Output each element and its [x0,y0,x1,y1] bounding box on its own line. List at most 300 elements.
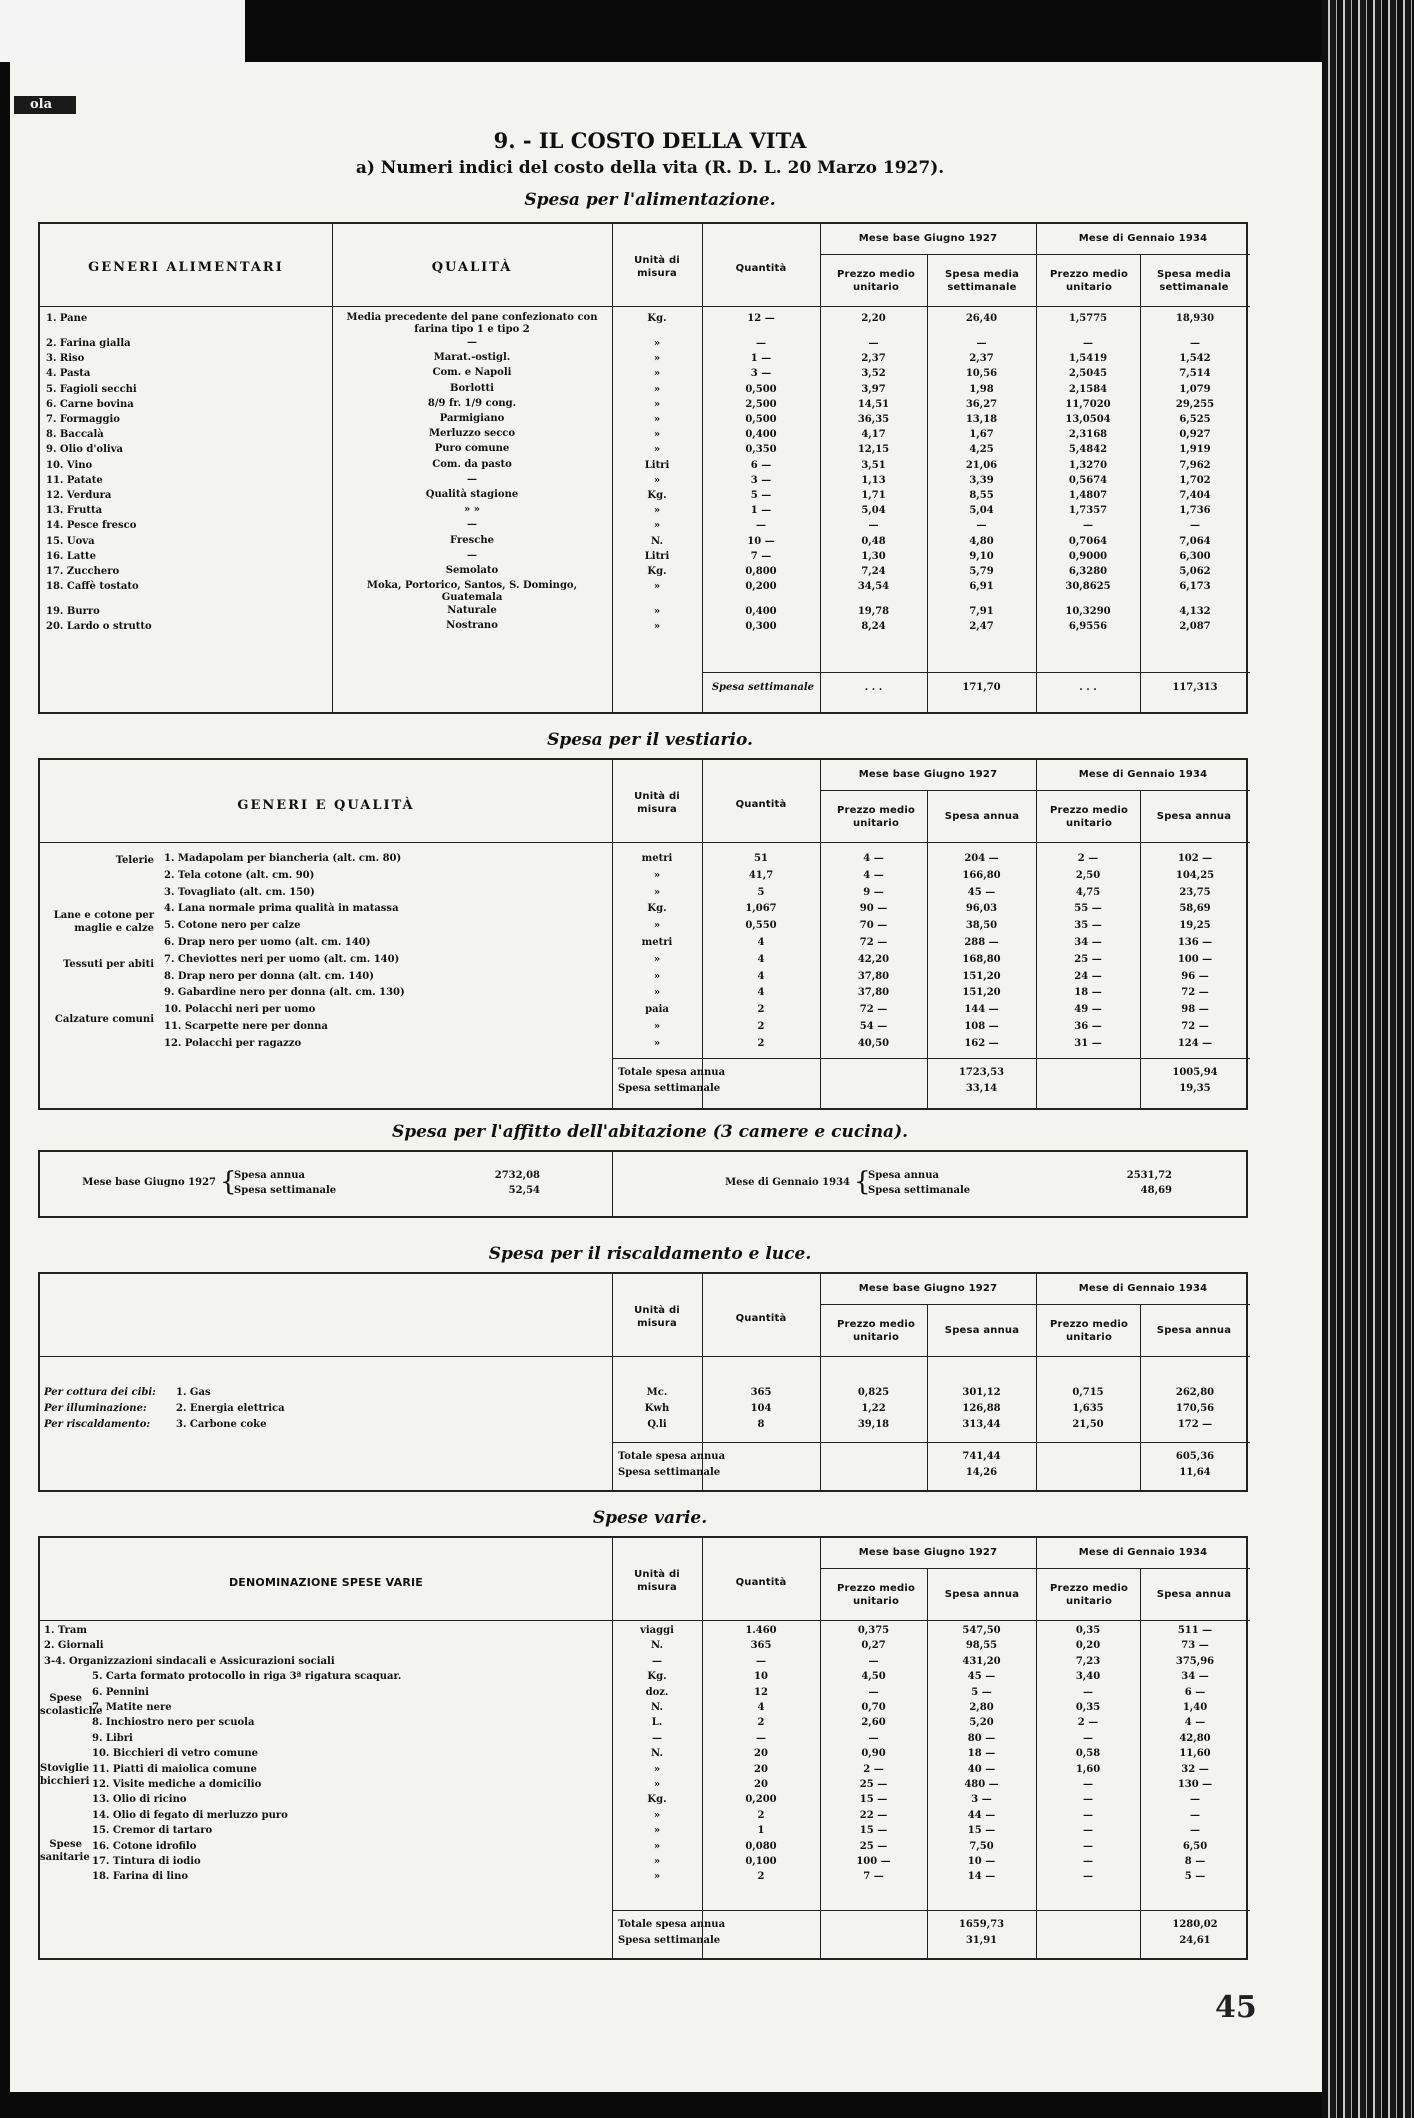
clothing-group-tessuti: Tessuti per abiti [63,959,154,970]
clothing-row-prezzo-1927: 72 — [859,1004,888,1016]
rent-section-title: Spesa per l'affitto dell'abitazione (3 camere e cucina). [391,1122,909,1142]
clothing-row-prezzo-1927: 54 — [859,1021,888,1032]
food-row-spesa-1934: 18,930 [1175,313,1215,324]
food-col-prezzo-1: Prezzo medio unitario [836,269,916,293]
clothing-row-spesa-1934: 98 — [1181,1004,1209,1016]
misc-row-name: 15. Cremor di tartaro [92,1825,213,1837]
food-row-unita: N. [651,535,663,547]
clothing-row-name: 2. Tela cotone (alt. cm. 90) [164,869,315,881]
clothing-row-prezzo-1934: 4,75 [1075,886,1101,898]
heat-col-spesa-2: Spesa annua [1156,1325,1232,1336]
misc-row-quantita: 2 [757,1809,765,1821]
misc-row-name: 5. Carta formato protocollo in riga 3ª rigatura scaquar. [92,1671,402,1683]
misc-row-prezzo-1934: — [1083,1840,1093,1852]
clothing-col-unita: Unità di misura [634,791,680,815]
food-row-prezzo-1927: — [868,520,879,532]
rent-left-label: Mese base Giugno 1927 [82,1177,216,1188]
clothing-row-unita: Kg. [647,903,667,915]
food-row-spesa-1927: 10,56 [965,368,998,380]
misc-row-name: 1. Tram [44,1625,87,1636]
misc-row-prezzo-1934: 7,23 [1075,1655,1101,1667]
food-row-spesa-1927: 1,67 [969,429,994,441]
misc-row-spesa-1934: 4 — [1184,1717,1206,1729]
clothing-col-jan: Mese di Gennaio 1934 [1078,769,1208,780]
heat-row-group: Per illuminazione: [44,1403,147,1414]
misc-row-spesa-1934: 5 — [1184,1871,1206,1883]
misc-row-spesa-1934: — [1190,1825,1200,1837]
food-row-spesa-1927: — [976,338,987,349]
food-row-prezzo-1934: 1,7357 [1068,505,1108,517]
food-row-unita: » [653,338,661,349]
misc-row-prezzo-1934: — [1083,1732,1093,1744]
food-row-unita: Kg. [647,566,667,577]
rent-right-sett: 48,69 [1140,1185,1172,1196]
food-row-spesa-1934: 6,173 [1179,581,1211,593]
rent-left-sett-label: Spesa settimanale [234,1185,337,1196]
food-row-prezzo-1934: — [1083,520,1093,532]
food-row-spesa-1934: 7,962 [1179,459,1211,471]
food-row-unita: » [653,606,661,618]
food-row-spesa-1934: — [1190,520,1200,532]
misc-row-prezzo-1934: 0,35 [1075,1702,1101,1713]
clothing-row-spesa-1927: 162 — [964,1037,999,1049]
clothing-total-1934: 19,35 [1179,1083,1211,1094]
heat-row-spesa-1934: 172 — [1177,1419,1213,1430]
misc-row-unita: Kg. [647,1794,667,1806]
misc-row-unita: » [653,1763,661,1775]
misc-row-quantita: 0,200 [745,1794,777,1806]
food-row-unita: » [653,505,661,517]
food-row-spesa-1927: 4,80 [969,535,994,547]
misc-row-spesa-1927: 98,55 [965,1640,998,1652]
food-row-quantita: 12 — [747,313,775,324]
food-row-spesa-1934: 4,132 [1179,606,1211,618]
food-row-name: 20. Lardo o strutto [46,621,152,633]
food-row-prezzo-1927: 3,97 [861,383,886,395]
food-row-qualita: Naturale [447,605,497,617]
food-row-spesa-1934: 6,525 [1179,414,1211,425]
food-col-base: Mese base Giugno 1927 [858,233,998,244]
heat-row-spesa-1927: 126,88 [962,1403,1001,1414]
clothing-row-prezzo-1934: 31 — [1074,1037,1102,1049]
food-row-spesa-1934: 1,919 [1179,444,1211,456]
clothing-row-name: 8. Drap nero per donna (alt. cm. 140) [164,970,374,982]
food-row-spesa-1934: 1,542 [1179,353,1211,365]
food-col-unita: Unità di misura [634,255,680,279]
clothing-row-spesa-1927: 38,50 [965,920,998,932]
food-row-quantita: 10 — [747,535,775,547]
misc-row-spesa-1934: 130 — [1177,1779,1213,1790]
heat-row-prezzo-1934: 21,50 [1072,1419,1104,1430]
clothing-col-prezzo-2: Prezzo medio unitario [1049,805,1129,829]
clothing-row-quantita: 1,067 [745,903,777,915]
page-title: 9. - IL COSTO DELLA VITA [493,128,807,153]
misc-row-quantita: 20 [754,1763,768,1775]
clothing-row-spesa-1934: 104,25 [1175,869,1215,881]
heat-total-1934: 605,36 [1175,1451,1215,1462]
misc-row-prezzo-1934: — [1083,1825,1093,1837]
misc-row-quantita: 0,080 [745,1840,777,1852]
clothing-row-quantita: 2 [757,1021,765,1032]
misc-row-name: 8. Inchiostro nero per scuola [92,1717,255,1729]
heat-row-quantita: 8 [757,1419,765,1430]
misc-row-prezzo-1934: 2 — [1077,1717,1099,1729]
food-row-name: 7. Formaggio [46,414,120,425]
clothing-row-prezzo-1927: 4 — [863,853,884,864]
food-row-unita: » [653,520,661,532]
food-row-name: 18. Caffè tostato [46,581,139,593]
food-total-p1: . . . [864,682,883,693]
food-row-prezzo-1934: 6,3280 [1068,566,1108,577]
food-row-qualita: Borlotti [450,382,494,394]
food-row-prezzo-1934: 5,4842 [1068,444,1108,456]
food-row-prezzo-1927: 2,37 [861,353,886,365]
misc-row-spesa-1934: — [1190,1809,1200,1821]
food-row-qualita: Nostrano [446,620,498,632]
misc-row-spesa-1927: 10 — [967,1856,996,1867]
misc-row-unita: — [652,1732,662,1744]
misc-row-unita: Kg. [647,1671,667,1683]
misc-row-spesa-1934: 32 — [1181,1763,1209,1775]
food-row-name: 19. Burro [46,606,100,618]
misc-row-prezzo-1927: 0,375 [857,1625,890,1636]
misc-row-spesa-1927: 7,50 [969,1840,994,1852]
rent-left-brace: { [220,1167,237,1197]
food-row-quantita: 0,200 [745,581,777,593]
heat-section-title: Spesa per il riscaldamento e luce. [488,1244,812,1264]
misc-row-unita: » [653,1809,661,1821]
misc-row-spesa-1927: 5,20 [969,1717,994,1729]
heat-col-base: Mese base Giugno 1927 [858,1283,998,1294]
clothing-row-name: 9. Gabardine nero per donna (alt. cm. 130) [164,987,405,999]
food-row-unita: » [653,474,661,486]
misc-row-unita: N. [651,1640,663,1652]
misc-col-base: Mese base Giugno 1927 [858,1547,998,1558]
food-total-p2: . . . [1079,682,1097,693]
misc-row-spesa-1934: 375,96 [1175,1655,1215,1667]
clothing-col-quantita: Quantità [735,799,787,810]
food-col-spesa-1: Spesa media settimanale [944,269,1020,293]
misc-row-name: 13. Olio di ricino [92,1794,187,1806]
misc-col-spesa-1: Spesa annua [944,1589,1020,1600]
clothing-row-unita: » [653,886,661,898]
food-row-prezzo-1927: 14,51 [857,398,890,410]
food-col-jan: Mese di Gennaio 1934 [1078,233,1208,244]
food-row-quantita: 0,300 [745,621,777,633]
food-row-prezzo-1934: 0,9000 [1068,550,1108,562]
clothing-row-quantita: 4 [757,937,765,948]
heat-total-1927: 14,26 [965,1467,998,1478]
misc-row-spesa-1934: 511 — [1177,1625,1213,1636]
heat-row-prezzo-1934: 1,635 [1072,1403,1104,1414]
heat-total-label: Spesa settimanale [618,1467,721,1478]
food-row-spesa-1934: — [1190,338,1200,349]
clothing-row-quantita: 0,550 [745,920,777,932]
page-number: 45 [1215,1990,1257,2025]
clothing-row-name: 11. Scarpette nere per donna [164,1021,328,1032]
food-row-quantita: 7 — [750,550,772,562]
misc-row-prezzo-1927: 2,60 [861,1717,886,1729]
clothing-total-label: Totale spesa annua [618,1067,726,1078]
misc-row-name: 6. Pennini [92,1686,149,1698]
heat-row-quantita: 365 [750,1387,772,1398]
heat-col-unita: Unità di misura [634,1305,680,1329]
misc-row-quantita: 2 [757,1871,765,1883]
food-row-prezzo-1927: 34,54 [857,581,890,593]
misc-row-prezzo-1934: — [1083,1794,1093,1806]
food-row-prezzo-1927: 12,15 [857,444,890,456]
food-row-spesa-1927: 7,91 [969,606,994,618]
misc-total-label: Totale spesa annua [618,1919,726,1930]
misc-row-prezzo-1934: — [1083,1809,1093,1821]
rent-right-annua: 2531,72 [1126,1170,1172,1181]
heat-total-1927: 741,44 [962,1451,1001,1462]
misc-row-unita: N. [651,1748,663,1760]
food-row-unita: Litri [644,459,670,471]
misc-row-prezzo-1927: — [868,1686,879,1698]
clothing-row-name: 4. Lana normale prima qualità in matassa [164,903,399,915]
food-col-quantita: Quantità [735,263,787,274]
misc-row-quantita: 20 [754,1779,768,1790]
food-row-spesa-1934: 1,079 [1179,383,1211,395]
food-row-unita: Kg. [647,313,667,324]
food-row-qualita: — [467,337,477,348]
heat-table [38,1272,1248,1492]
misc-row-spesa-1927: 40 — [967,1763,996,1775]
food-row-quantita: 0,400 [745,429,777,441]
heat-row-prezzo-1927: 39,18 [857,1419,890,1430]
food-row-spesa-1927: 8,55 [969,490,994,501]
food-col-qualita: QUALITÀ [431,260,513,275]
misc-row-quantita: 1 [757,1825,765,1837]
misc-col-unita: Unità di misura [634,1569,680,1593]
misc-row-name: 2. Giornali [44,1640,104,1652]
misc-row-name: 12. Visite mediche a domicilio [92,1779,262,1790]
clothing-section-title: Spesa per il vestiario. [547,730,753,750]
food-row-prezzo-1927: 7,24 [861,566,886,577]
clothing-row-unita: paia [645,1004,669,1016]
misc-row-name: 11. Piatti di maiolica comune [92,1763,257,1775]
clothing-row-prezzo-1934: 35 — [1074,920,1102,932]
misc-row-unita: » [653,1871,661,1883]
clothing-row-prezzo-1927: 70 — [859,920,888,932]
heat-row-name: 3. Carbone coke [176,1419,267,1430]
misc-row-name: 17. Tintura di iodio [92,1856,201,1867]
food-row-qualita: Media precedente del pane confezionato con farina tipo 1 e tipo 2 [346,312,598,335]
food-row-qualita: Puro comune [434,443,510,455]
food-row-name: 5. Fagioli secchi [46,383,137,395]
heat-row-unita: Q.li [647,1419,667,1430]
clothing-total-1927: 33,14 [965,1083,998,1094]
heat-col-prezzo-1: Prezzo medio unitario [836,1319,916,1343]
food-row-prezzo-1934: 1,4807 [1068,490,1108,501]
misc-row-prezzo-1934: 0,20 [1075,1640,1101,1652]
food-row-name: 8. Baccalà [46,429,104,441]
misc-row-unita: » [653,1856,661,1867]
food-row-spesa-1934: 1,736 [1179,505,1211,517]
misc-row-spesa-1927: 15 — [967,1825,996,1837]
clothing-row-prezzo-1927: 40,50 [857,1037,890,1049]
clothing-row-prezzo-1927: 72 — [859,937,888,948]
food-row-spesa-1927: 5,79 [969,566,994,577]
food-row-qualita: Fresche [450,534,494,546]
clothing-row-prezzo-1934: 34 — [1074,937,1102,948]
misc-row-prezzo-1927: 7 — [863,1871,884,1883]
clothing-row-quantita: 4 [757,970,765,982]
heat-row-name: 1. Gas [176,1387,211,1398]
heat-row-group: Per riscaldamento: [44,1419,151,1430]
misc-row-spesa-1927: 431,20 [962,1655,1001,1667]
clothing-col-spesa-1: Spesa annua [944,811,1020,822]
heat-row-group: Per cottura dei cibi: [44,1387,156,1398]
clothing-row-prezzo-1927: 42,20 [857,953,890,965]
food-row-prezzo-1927: 2,20 [861,313,886,324]
food-row-unita: » [653,353,661,365]
misc-row-spesa-1927: 547,50 [962,1625,1001,1636]
clothing-row-prezzo-1934: 49 — [1074,1004,1102,1016]
misc-row-prezzo-1927: 0,27 [861,1640,886,1652]
clothing-row-quantita: 41,7 [748,869,774,881]
rent-right-brace: { [854,1167,871,1197]
misc-row-prezzo-1927: 0,70 [861,1702,886,1713]
misc-row-quantita: 20 [754,1748,768,1760]
heat-row-name: 2. Energia elettrica [176,1403,285,1414]
misc-row-spesa-1927: 2,80 [969,1702,994,1713]
clothing-row-spesa-1934: 100 — [1177,953,1213,965]
food-row-unita: Kg. [647,490,667,501]
food-row-prezzo-1927: 5,04 [861,505,886,517]
misc-row-prezzo-1934: — [1083,1686,1093,1698]
food-row-spesa-1927: 2,47 [969,621,994,633]
food-total-label: Spesa settimanale [711,682,814,693]
food-row-quantita: 0,500 [745,383,777,395]
heat-row-spesa-1927: 301,12 [962,1387,1001,1398]
rent-right-sett-label: Spesa settimanale [868,1185,971,1196]
food-row-quantita: 1 — [750,353,772,365]
food-row-qualita: » » [464,504,480,516]
misc-row-name: 16. Cotone idrofilo [92,1840,197,1852]
food-row-prezzo-1934: 2,3168 [1068,429,1108,441]
page-subtitle: a) Numeri indici del costo della vita (R. D. L. 20 Marzo 1927). [355,158,945,178]
food-row-spesa-1927: — [976,520,987,532]
heat-row-prezzo-1927: 0,825 [857,1387,890,1398]
clothing-row-unita: » [653,1021,661,1032]
misc-row-unita: L. [651,1717,663,1729]
food-row-spesa-1934: 7,064 [1179,535,1211,547]
food-row-quantita: 1 — [750,505,772,517]
food-row-quantita: 3 — [750,368,772,380]
clothing-row-name: 10. Polacchi neri per uomo [164,1004,316,1016]
misc-row-spesa-1927: 3 — [971,1794,992,1806]
misc-row-name: 7. Matite nere [92,1702,172,1713]
food-row-prezzo-1934: 2,5045 [1068,368,1108,380]
clothing-group-calzature: Calzature comuni [54,1014,154,1025]
clothing-row-spesa-1934: 58,69 [1179,903,1211,915]
misc-row-prezzo-1927: 25 — [859,1840,888,1852]
misc-row-prezzo-1934: 0,58 [1075,1748,1101,1760]
clothing-row-prezzo-1927: 9 — [863,886,884,898]
food-row-quantita: 2,500 [745,398,777,410]
book-spine [1322,0,1414,2118]
food-row-prezzo-1934: 0,7064 [1068,535,1108,547]
food-section-title: Spesa per l'alimentazione. [524,190,776,210]
heat-row-spesa-1934: 262,80 [1175,1387,1215,1398]
misc-row-prezzo-1934: 0,35 [1075,1625,1101,1636]
food-row-prezzo-1934: — [1083,338,1093,349]
misc-row-prezzo-1927: 100 — [856,1856,891,1867]
misc-row-quantita: 2 [757,1717,765,1729]
food-row-qualita: Moka, Portorico, Santos, S. Domingo, Guatemala [366,580,578,604]
misc-total-label: Spesa settimanale [618,1935,721,1946]
food-row-name: 9. Olio d'oliva [46,444,123,456]
rent-left-annua-label: Spesa annua [234,1170,305,1181]
food-row-quantita: 5 — [750,490,772,501]
clothing-group-lane: Lane e cotone per maglie e calze [53,910,154,934]
clothing-row-quantita: 4 [757,987,765,999]
food-row-spesa-1934: 7,404 [1179,490,1211,501]
clothing-row-spesa-1934: 96 — [1181,970,1209,982]
misc-row-prezzo-1934: — [1083,1871,1093,1883]
misc-row-name: 10. Bicchieri di vetro comune [92,1748,259,1760]
clothing-row-spesa-1934: 72 — [1181,987,1209,999]
clothing-col-generi: GENERI E QUALITÀ [237,798,415,813]
misc-row-unita: doz. [645,1686,669,1698]
food-row-unita: » [653,368,661,380]
heat-col-prezzo-2: Prezzo medio unitario [1049,1319,1129,1343]
food-row-prezzo-1927: 1,30 [861,550,886,562]
misc-row-spesa-1934: 42,80 [1179,1732,1211,1744]
clothing-row-name: 1. Madapolam per biancheria (alt. cm. 80) [164,853,402,864]
food-row-prezzo-1927: 3,51 [861,459,886,471]
misc-total-1927: 1659,73 [958,1919,1005,1930]
food-row-unita: » [653,581,661,593]
food-col-spesa-2: Spesa media settimanale [1156,269,1232,293]
page-tag: ola 116 [14,96,76,114]
misc-row-prezzo-1934: — [1083,1856,1093,1867]
heat-col-spesa-1: Spesa annua [944,1325,1020,1336]
food-row-spesa-1927: 13,18 [965,414,998,425]
misc-row-unita: » [653,1840,661,1852]
food-row-spesa-1927: 2,37 [969,353,994,365]
food-row-name: 4. Pasta [46,368,91,380]
misc-row-prezzo-1934: — [1083,1779,1093,1790]
heat-col-jan: Mese di Gennaio 1934 [1078,1283,1208,1294]
scan-corner [0,0,245,62]
food-row-quantita: 3 — [750,474,772,486]
clothing-row-spesa-1934: 19,25 [1179,920,1211,932]
misc-row-quantita: 365 [750,1640,772,1652]
food-row-spesa-1934: 7,514 [1179,368,1211,380]
misc-total-1927: 31,91 [965,1935,998,1946]
clothing-row-quantita: 5 [757,886,765,898]
misc-row-prezzo-1927: 15 — [859,1825,888,1837]
clothing-row-name: 3. Tovagliato (alt. cm. 150) [164,886,315,898]
clothing-row-spesa-1927: 166,80 [962,869,1001,881]
clothing-row-prezzo-1934: 18 — [1074,987,1102,999]
food-row-spesa-1927: 5,04 [969,505,994,517]
food-row-qualita: Marat.-ostigl. [433,352,511,364]
food-row-qualita: Parmigiano [439,413,505,424]
food-row-prezzo-1934: 10,3290 [1065,606,1111,618]
food-row-prezzo-1927: — [868,338,879,349]
clothing-row-spesa-1927: 288 — [964,937,999,948]
food-row-spesa-1927: 26,40 [965,313,998,324]
misc-row-spesa-1934: 1,40 [1182,1702,1208,1713]
misc-row-name: 14. Olio di fegato di merluzzo puro [92,1809,288,1821]
clothing-col-base: Mese base Giugno 1927 [858,769,998,780]
misc-total-1934: 1280,02 [1172,1919,1218,1930]
food-row-qualita: — [467,473,477,485]
